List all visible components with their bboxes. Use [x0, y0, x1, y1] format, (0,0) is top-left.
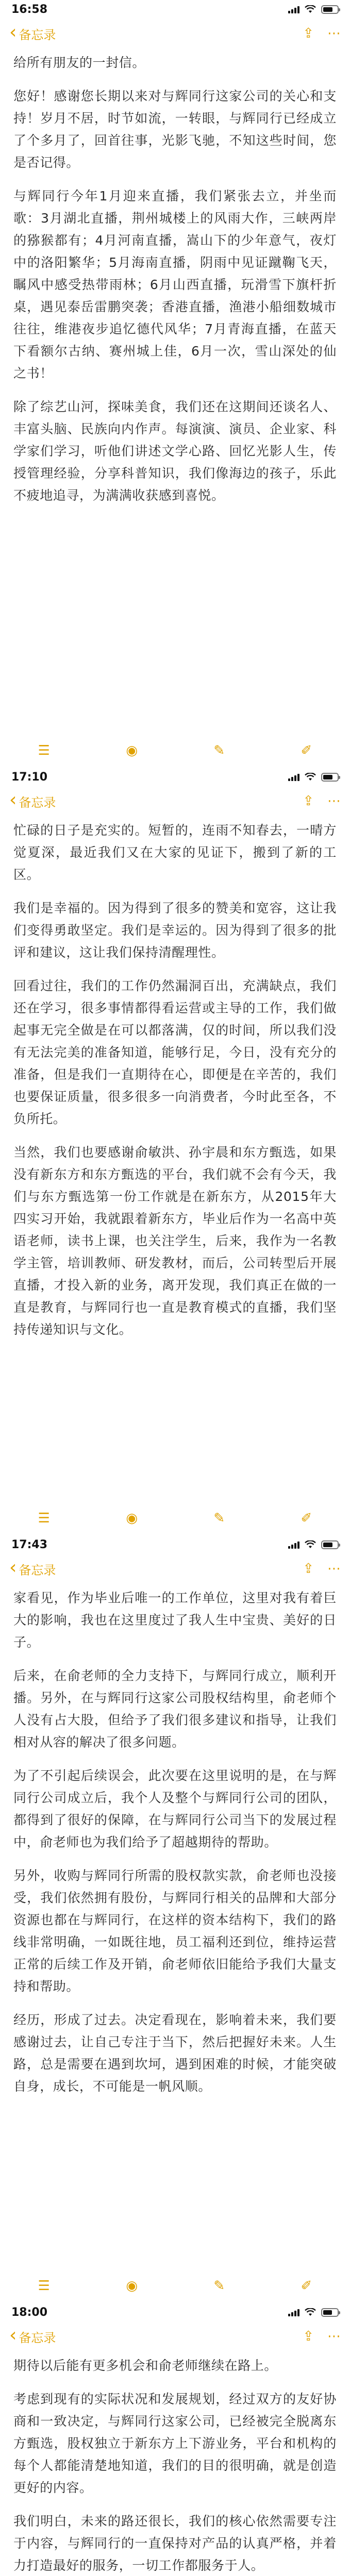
status-time: 16:58 [11, 3, 48, 16]
pen-icon[interactable]: ✎ [213, 2278, 225, 2294]
paragraph: 后来，在俞老师的全力支持下，与辉同行成立，顺利开播。另外，在与辉同行这家公司股权结构里，俞老师个人没有占大股，但给予了我们很多建议和指导，让我们相对从容的解决了很多问题。 [13, 1668, 337, 1750]
status-bar [0, 1535, 350, 1554]
compose-icon[interactable]: ✐ [301, 743, 312, 758]
more-icon[interactable]: ⋯ [327, 2329, 341, 2344]
note-navbar [0, 786, 350, 816]
note-toolbar [0, 2269, 350, 2303]
compose-icon[interactable]: ✐ [301, 2278, 312, 2294]
note-screen-4 [0, 2303, 350, 2576]
note-navbar [0, 1554, 350, 1584]
pen-icon[interactable]: ✎ [213, 743, 225, 758]
paragraph: 我们明白，未来的路还很长，我们的核心依然需要专注于内容，与辉同行的一直保持对产品的认真严格，并着力打造最好的服务，一切工作都服务于人。 [13, 2514, 337, 2573]
share-icon[interactable]: ⇪ [303, 26, 314, 41]
paragraph: 除了综艺山河，探味美食，我们还在这期间还谈名人、丰富头脑、民族向内作声。每演演、演员、企业家、科学家们学习，听他们讲述文学心路、回忆光影人生，传授管理经验，分享科普知识，我们像海边的孩子，乐此不疲地追寻，为满满收获感到喜悦。 [13, 399, 337, 503]
note-navbar [0, 19, 350, 48]
chevron-left-icon: ‹ [9, 1557, 17, 1578]
back-button[interactable] [9, 2325, 56, 2346]
status-time: 17:10 [11, 770, 48, 784]
more-icon[interactable]: ⋯ [327, 26, 341, 41]
signal-icon [288, 5, 299, 13]
chevron-left-icon: ‹ [9, 789, 17, 810]
wifi-icon [305, 1540, 316, 1549]
status-bar [0, 2303, 350, 2321]
note-body[interactable] [0, 1584, 350, 2097]
checklist-icon[interactable]: ☰ [38, 1511, 50, 1526]
status-time: 18:00 [11, 2306, 48, 2319]
paragraph: 当然，我们也要感谢俞敏洪、孙宇晨和东方甄选，如果没有新东方和东方甄选的平台，我们就不会有今天，我们与东方甄选第一份工作就是在新东方，从2015年大四实习开始，我就跟着新东方，毕业后作为一名高中英语老师，读书上课，也关注学生，后来，我作为一名教学主管，培训教师、研发教材，而后，公司转型后开展直播，才投入新的业务，离开发现，我们真正在做的一直是教育，与辉同行也一直是教育模式的直播，我们坚持传递知识与文化。 [13, 1145, 337, 1337]
note-body[interactable] [0, 816, 350, 1341]
signal-icon [288, 773, 299, 781]
battery-icon [321, 773, 339, 782]
paragraph: 考虑到现有的实际状况和发展规划，经过双方的友好协商和一致决定，与辉同行这家公司，已经被完全脱离东方甄选，股权独立于新东方上下游业务，平台和机构的每个人都能清楚地知道，我们的目的很明确，就是创造更好的内容。 [13, 2392, 337, 2495]
chevron-left-icon: ‹ [9, 2325, 17, 2346]
note-toolbar [0, 734, 350, 768]
back-label: 备忘录 [19, 1563, 56, 1578]
back-label: 备忘录 [19, 27, 56, 42]
camera-icon[interactable]: ◉ [126, 743, 138, 758]
back-button[interactable] [9, 22, 56, 43]
chevron-left-icon: ‹ [9, 22, 17, 43]
camera-icon[interactable]: ◉ [126, 2278, 138, 2294]
note-body[interactable] [0, 2351, 350, 2576]
checklist-icon[interactable]: ☰ [38, 743, 50, 758]
battery-icon [321, 2308, 339, 2317]
back-button[interactable] [9, 789, 56, 810]
share-icon[interactable]: ⇪ [303, 793, 314, 809]
note-navbar [0, 2321, 350, 2351]
back-button[interactable] [9, 1557, 56, 1578]
paragraph: 期待以后能有更多机会和俞老师继续在路上。 [13, 2358, 278, 2373]
paragraph: 家看见，作为毕业后唯一的工作单位，这里对我有着巨大的影响，我也在这里度过了我人生中宝贵、美好的日子。 [13, 1590, 337, 1650]
paragraph: 忙碌的日子是充实的。短暂的，连雨不知春去，一晴方觉夏深，最近我们又在大家的见证下，搬到了新的工区。 [13, 823, 337, 882]
paragraph: 我们是幸福的。因为得到了很多的赞美和宽容，这让我们变得勇敢坚定。我们是幸运的。因为得到了很多的批评和建议，这让我们保持清醒理性。 [13, 901, 337, 960]
paragraph: 回看过往，我们的工作仍然漏洞百出，充满缺点，我们还在学习，很多事情都得看运营或主导的工作，我们做起事无完全做是在可以都落满，仅的时间，所以我们没有无法完美的准备知道，能够行足，今日，没有充分的准备，但是我们一直期待在心，即便是在辛苦的，我们也要保证质量，很多很多一向消费者，今时此至各，不负所托。 [13, 978, 337, 1126]
checklist-icon[interactable]: ☰ [38, 2278, 50, 2294]
paragraph: 给所有朋友的一封信。 [13, 55, 146, 70]
wifi-icon [305, 773, 316, 781]
share-icon[interactable]: ⇪ [303, 1561, 314, 1577]
wifi-icon [305, 5, 316, 13]
camera-icon[interactable]: ◉ [126, 1511, 138, 1526]
wifi-icon [305, 2308, 316, 2316]
paragraph: 经历，形成了过去。决定看现在，影响着未来，我们要感谢过去，让自己专注于当下，然后把握好未来。人生路，总是需要在遇到坎坷，遇到困难的时候，才能突破自身，成长，不可能是一帆风顺。 [13, 2012, 337, 2094]
note-toolbar [0, 1501, 350, 1535]
note-body[interactable] [0, 48, 350, 506]
more-icon[interactable]: ⋯ [327, 1561, 341, 1577]
battery-icon [321, 5, 339, 14]
status-bar [0, 0, 350, 19]
pen-icon[interactable]: ✎ [213, 1511, 225, 1526]
signal-icon [288, 1540, 299, 1549]
more-icon[interactable]: ⋯ [327, 793, 341, 809]
back-label: 备忘录 [19, 2330, 56, 2345]
battery-icon [321, 1540, 339, 1549]
compose-icon[interactable]: ✐ [301, 1511, 312, 1526]
signal-icon [288, 2308, 299, 2316]
note-screen-1 [0, 0, 350, 768]
status-time: 17:43 [11, 1538, 48, 1551]
share-icon[interactable]: ⇪ [303, 2329, 314, 2344]
paragraph: 您好！感谢您长期以来对与辉同行这家公司的关心和支持！岁月不居，时节如流，一转眼，与辉同行已经成立了个多月了，回首往事，光影飞驰，不知这些时间，您是否记得。 [13, 89, 337, 170]
paragraph: 另外，收购与辉同行所需的股权款实款，俞老师也没接受，我们依然拥有股份，与辉同行相关的品牌和大部分资源也都在与辉同行，在这样的资本结构下，我们的路线非常明确，一如既往地，员工福利还到位，维持运营正常的后续工作及开销，俞老师依旧能给予我们大量支持和帮助。 [13, 1868, 337, 1994]
note-screen-3 [0, 1535, 350, 2303]
back-label: 备忘录 [19, 795, 56, 810]
paragraph: 与辉同行今年1月迎来直播，我们紧张去立，并坐而歌：3月湖北直播，荆州城楼上的风雨大作，三峡两岸的猕猴都有；4月河南直播，嵩山下的少年意气，夜灯中的洛阳繁华；5月海南直播，阴雨中见证蹴鞠飞天，瞩风中感受热带雨林；6月山西直播，玩滑雪下旗杆折桌，遇见泰岳雷鹏突袭；香港直播，渔港小船细数城市往往，维港夜步追忆德代风华；7月青海直播，在蓝天下看额尔古纳、赛州城上佳，6月一次，雪山深处的仙之书！ [13, 189, 337, 381]
status-bar [0, 768, 350, 786]
paragraph: 为了不引起后续误会，此次要在这里说明的是，在与辉同行公司成立后，我个人及整个与辉同行公司的团队，都得到了很好的保障，在与辉同行公司当下的发展过程中，俞老师也为我们给予了超越期待的帮助。 [13, 1768, 337, 1850]
note-screen-2 [0, 768, 350, 1535]
